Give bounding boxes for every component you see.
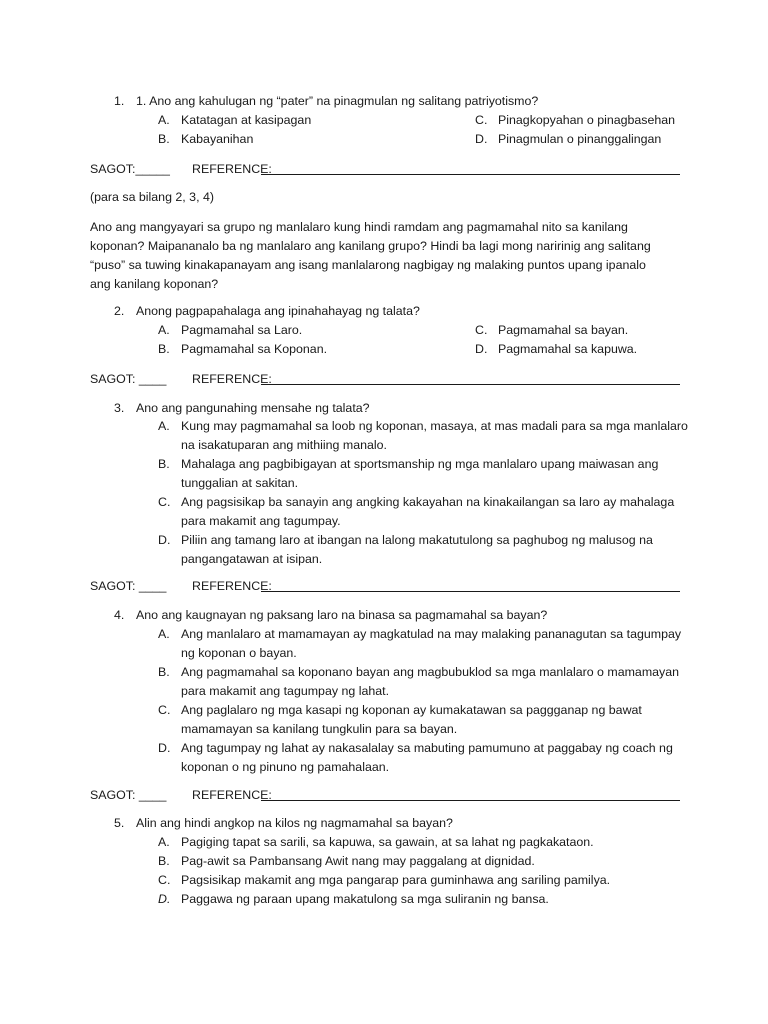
q2-reference-label: REFERENCE: [192, 372, 272, 386]
passage-note: (para sa bilang 2, 3, 4) [90, 190, 214, 204]
passage-line: ang kanilang koponan? [90, 277, 219, 291]
q1-answer-label: SAGOT:_____ [90, 162, 170, 176]
q1-reference-blank [261, 174, 680, 175]
q1-answer-line [90, 160, 680, 179]
q5-option-d: D. Paggawa ng paraan upang makatulong sa mga suliranin ng bansa. [158, 892, 549, 906]
q2-number: 2. [114, 304, 125, 318]
q5-question: Alin ang hindi angkop na kilos ng nagmamahal sa bayan? [136, 816, 453, 830]
q2-question: Anong pagpapahalaga ang ipinahahayag ng talata? [136, 304, 420, 318]
q4-options [158, 625, 688, 777]
q4-option-c: C. Ang paglalaro ng mga kasapi ng koponan ay kumakatawan sa paggganap ng bawat mamamayan sa kanilang tungkulin para sa bayan. [158, 703, 642, 736]
q3-reference-label: REFERENCE: [192, 579, 272, 593]
q3-options [158, 417, 688, 569]
q2-answer-label: SAGOT: ____ [90, 372, 167, 386]
q1-number: 1. [114, 94, 125, 108]
q2-options [158, 321, 688, 359]
q1-option-b: B. Kabayanihan [158, 132, 254, 146]
q2-option-a: A. Pagmamahal sa Laro. [158, 323, 303, 337]
q3-option-b: B. Mahalaga ang pagbibigayan at sportsmanship ng mga manlalaro upang maiwasan ang tunggalian at sakitan. [158, 457, 659, 490]
q3-number: 3. [114, 401, 125, 415]
q4-number: 4. [114, 608, 125, 622]
q4-option-b: B. Ang pagmamahal sa koponano bayan ang magbubuklod sa mga manlalaro o mamamayan para makamit ang tagumpay ng lahat. [158, 665, 680, 698]
q3-answer-label: SAGOT: ____ [90, 579, 167, 593]
passage-line: “puso” sa tuwing kinakapanayam ang isang manlalarong nagbigay ng malaking puntos upang ipanalo [90, 258, 646, 272]
q2-answer-line [90, 370, 680, 389]
q4-reference-label: REFERENCE: [192, 788, 272, 802]
q2-option-b: B. Pagmamahal sa Koponan. [158, 342, 328, 356]
q2-option-d: D. Pagmamahal sa kapuwa. [475, 342, 638, 356]
q1-option-d: D. Pinagmulan o pinanggalingan [475, 132, 662, 146]
q4-option-a: A. Ang manlalaro at mamamayan ay magkatulad na may malaking pananagutan sa tagumpay ng koponan o bayan. [158, 627, 682, 660]
q3-answer-line [90, 577, 680, 596]
passage-line: koponan? Maipananalo ba ng manlalaro ang kanilang grupo? Hindi ba lagi mong naririnig ang salitang [90, 239, 651, 253]
q3-option-a: A. Kung may pagmamahal sa loob ng koponan, masaya, at mas madali para sa mga manlalaro na isakatuparan ang mithiing manalo. [158, 419, 688, 452]
q5-options [158, 833, 688, 909]
q5-option-b: B. Pag-awit sa Pambansang Awit nang may paggalang at dignidad. [158, 854, 535, 868]
q2-reference-blank [261, 384, 680, 385]
q5-option-a: A. Pagiging tapat sa sarili, sa kapuwa, sa gawain, at sa lahat ng pagkakataon. [158, 835, 594, 849]
q3-question: Ano ang pangunahing mensahe ng talata? [136, 401, 370, 415]
q1-option-c: C. Pinagkopyahan o pinagbasehan [475, 113, 676, 127]
q1-option-a: A. Katatagan at kasipagan [158, 113, 312, 127]
q1-question: 1. Ano ang kahulugan ng “pater” na pinagmulan ng salitang patriyotismo? [136, 94, 539, 108]
passage-line: Ano ang mangyayari sa grupo ng manlalaro kung hindi ramdam ang pagmamahal nito sa kanilang [90, 220, 628, 234]
q5-number: 5. [114, 816, 125, 830]
q4-answer-line [90, 786, 680, 805]
q4-reference-blank [261, 800, 680, 801]
q4-answer-label: SAGOT: ____ [90, 788, 167, 802]
q5-option-c: C. Pagsisikap makamit ang mga pangarap para guminhawa ang sariling pamilya. [158, 873, 611, 887]
q2-option-c: C. Pagmamahal sa bayan. [475, 323, 629, 337]
q4-question: Ano ang kaugnayan ng paksang laro na binasa sa pagmamahal sa bayan? [136, 608, 548, 622]
q3-option-d: D. Piliin ang tamang laro at ibangan na lalong makatutulong sa paghubog ng malusog na pangangatawan at isipan. [158, 533, 653, 566]
q1-reference-label: REFERENCE: [192, 162, 272, 176]
q4-option-d: D. Ang tagumpay ng lahat ay nakasalalay sa mabuting pamumuno at paggabay ng coach ng koponan o ng pinuno ng pamahalaan. [158, 741, 673, 774]
q3-reference-blank [261, 591, 680, 592]
q3-option-c: C. Ang pagsisikap ba sanayin ang angking kakayahan na kinakailangan sa laro ay mahalaga para makamit ang tagumpay. [158, 495, 675, 528]
q1-options [158, 111, 688, 149]
passage [90, 218, 680, 294]
